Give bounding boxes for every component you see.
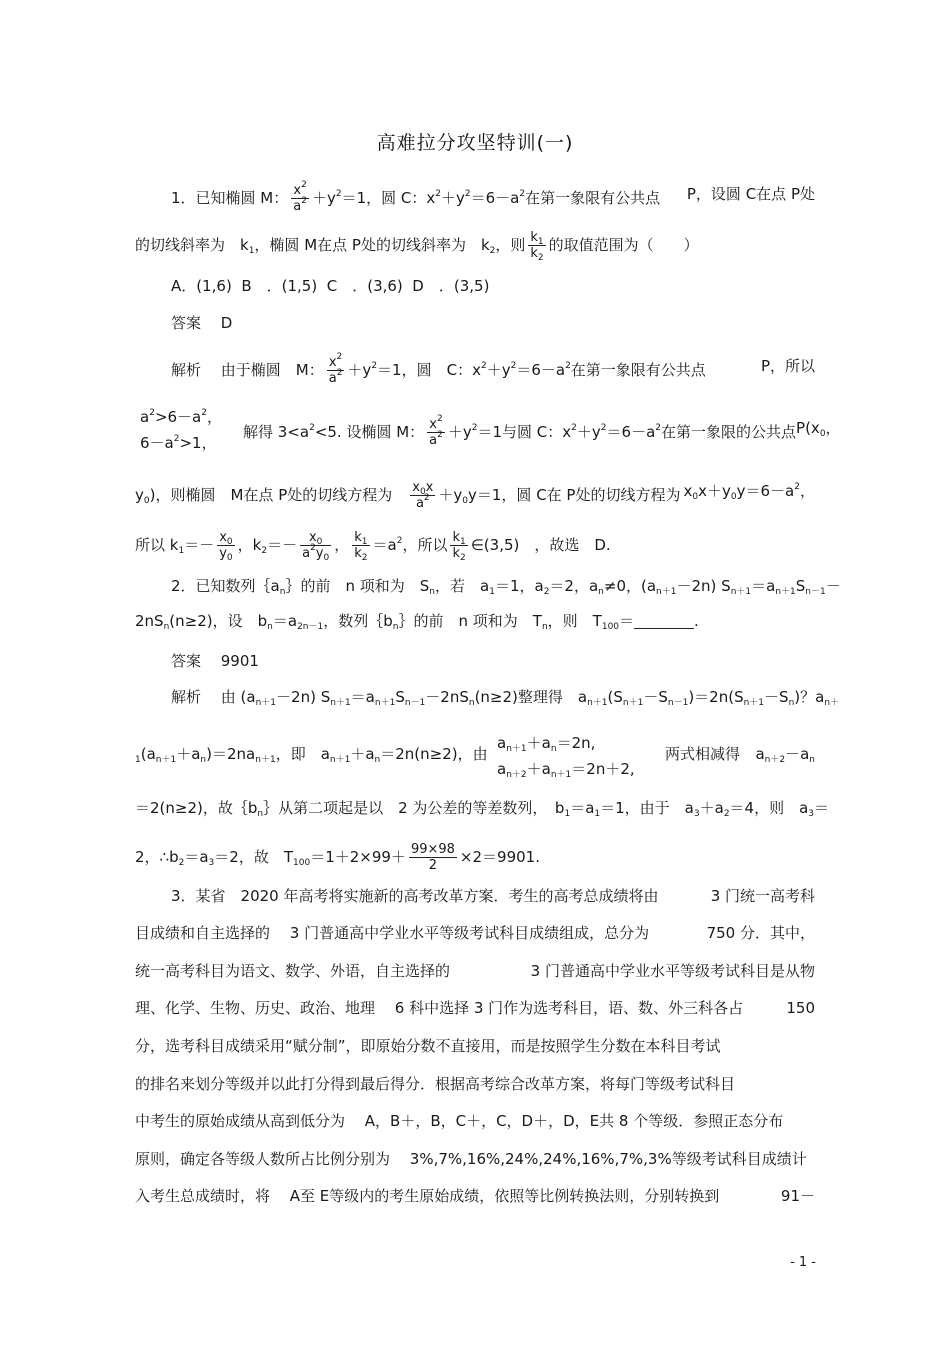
q3-line-3: 统一高考科目为语文、数学、外语，自主选择的 3 门普通高中学业水平等级考试科目是从物 [135, 962, 815, 980]
q2-analysis-4: 2，$\therefore b_2=a_3=2$，故 $T_{100}=1+2\times 99+$ $\frac{99\times 98}{2}$ ×2＝9901. [135, 842, 540, 873]
page-number: - 1 - [790, 1255, 816, 1270]
q1-condition-a: $a^2>6-a^2$， $6-a^2>1$， [140, 408, 222, 452]
q3-line-9: 入考生总成绩时，将 A至 E等级内的考生原始成绩，依照等比例转换法则，分别转换到 91－ [135, 1187, 815, 1205]
q2-analysis-1: 解析 由 $(a_{n+1}-2n)$ $S_{n+1}=a_{n+1}S_{n-1}-2nS_n(n\ge 2)$整理得 $a_{n+1}(S_{n+1}-S_{n-1})=2n(S_{n+1}-S_n)$？ $a_{n+}$ [171, 688, 840, 708]
q3-line-7: 中考生的原始成绩从高到低分为 A，B＋，B，C＋，C，D＋，D，E共 8 个等级．参照正态分布 [135, 1112, 784, 1130]
q3-line-4: 理、化学、生物、历史、政治、地理 6 科中选择 3 门作为选考科目，语、数、外三科各占 150 [135, 999, 815, 1017]
answer-blank [634, 614, 694, 629]
q1-options: A．(1,6) B ．(1,5) C ．(3,6) D ．(3,5) [171, 277, 490, 295]
q1-analysis-2: 解得 $3<a^2<5$. 设椭圆 M： $\frac{x^2}{a^2}$ $+y^2=1$与圆 C：$x^2+y^2=6-a^2$在第一象限的公共点 $P(x_0$， [243, 414, 841, 448]
q3-line-2: 目成绩和自主选择的 3 门普通高中学业水平等级考试科目成绩组成，总分为 750 分．其中， [135, 924, 815, 942]
page-title: 高难拉分攻坚特训(一) [376, 132, 574, 154]
q1-line-1: 1．已知椭圆 M： $\frac{x^2}{a^2}$ $+y^2=1$，圆 C：$x^2+y^2=6-a^2$在第一象限有公共点 P，设圆 C在点 P处 [171, 180, 815, 214]
q3-line-8: 原则，确定各等级人数所占比例分别为 3%,7%,16%,24%,24%,16%,7%,3%等级考试科目成绩计 [135, 1150, 807, 1168]
q3-line-5: 分，选考科目成绩采用“赋分制”，即原始分数不直接用，而是按照学生分数在本科目考试 [135, 1037, 721, 1055]
q2-analysis-3: ＝2(n≥2)，故$\{b_n\}$从第二项起是以 2 为公差的等差数列， $b_1=a_1=1$，由于 $a_3+a_2=4$，则 $a_3=$ [135, 799, 830, 819]
q1-analysis-3: $y_0$)，则椭圆 M在点 P处的切线方程为 $\frac{x_0x}{a^2}$ $+y_0y=1$，圆 C在 P处的切线方程为 $x_0x+y_0y=6-a^2$， [135, 480, 815, 511]
q1-analysis-4: 所以 $k_1=-$ $\frac{x_0}{y_0}$ ，$k_2=-$ $\frac{x_0}{a^2y_0}$ ， $\frac{k_1}{k_2}$ $=a^2$，所以 $\frac{k_1}{k_2}$ ∈(3,5) ，故选 D. [135, 530, 611, 563]
q1-answer: 答案 D [171, 314, 233, 332]
q3-line-6: 的排名来划分等级并以此打分得到最后得分．根据高考综合改革方案，将每门等级考试科目 [135, 1075, 736, 1093]
q2-analysis-2: $_1(a_{n+1}+a_n)=2na_{n+1}$，即 $a_{n+1}+a_n=2n(n\ge 2)$，由 [135, 745, 488, 765]
q1-line-2: 的切线斜率为 $k_1$，椭圆 M在点 P处的切线斜率为 $k_2$，则 $\frac{k_1}{k_2}$ 的取值范围为（ ） [135, 230, 699, 263]
q1-analysis-1: 解析 由于椭圆 M： $\frac{x^2}{a^2}$ $+y^2=1$，圆 C：$x^2+y^2=6-a^2$在第一象限有公共点 P，所以 [171, 352, 815, 386]
q2-line-2: $2nS_n(n\ge 2)$，设 $b_n=a_{2n-1}$，数列$\{b_n\}$的前 n 项和为 $T_n$，则 $T_{100}=$ . [135, 612, 699, 632]
q3-line-1: 3．某省 2020 年高考将实施新的高考改革方案．考生的高考总成绩将由 3 门统一高考科 [171, 887, 815, 905]
q2-answer: 答案 9901 [171, 652, 259, 670]
q2-equation-system: $a_{n+1}+a_n=2n$, $a_{n+2}+a_{n+1}=2n+2$, [497, 734, 635, 780]
q2-line-1: 2．已知数列$\{a_n\}$的前 n 项和为 $S_n$，若 $a_1=1$，$a_2=2$，$a_n\ne 0$，$(a_{n+1}-2n)$ $S_{n+1}=a_{n+1}S_{n-1}-$ [171, 577, 841, 597]
q2-analysis-2b: 两式相减得 $a_{n+2}-a_n$ [665, 745, 815, 765]
